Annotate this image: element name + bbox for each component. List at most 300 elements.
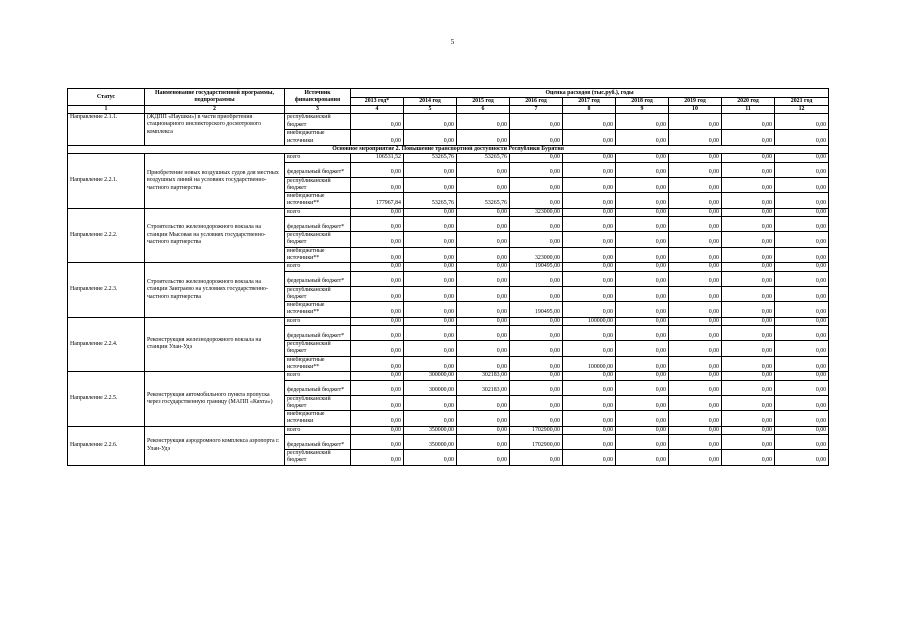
header-col-number: 8	[563, 106, 616, 114]
row-source: республиканский бюджет	[285, 286, 351, 302]
header-col-number: 7	[510, 106, 563, 114]
value-cell: 0,00	[457, 114, 510, 130]
value-cell: 0,00	[616, 426, 669, 434]
value-cell: 0,00	[563, 286, 616, 302]
value-cell: 0,00	[775, 162, 829, 177]
value-cell: 0,00	[563, 162, 616, 177]
value-cell: 323000,00	[510, 247, 563, 263]
value-cell: 0,00	[616, 372, 669, 380]
section-title: Основное мероприятие 2. Повышение транспортной доступности Республики Бурятия	[68, 146, 829, 154]
value-cell: 177967,84	[351, 193, 404, 209]
row-source: внебюджетные источники	[285, 130, 351, 146]
value-cell: 0,00	[563, 208, 616, 216]
value-cell: 0,00	[616, 395, 669, 411]
value-cell: 0,00	[669, 193, 722, 209]
value-cell: 0,00	[616, 326, 669, 341]
value-cell: 0,00	[457, 341, 510, 357]
value-cell: 0,00	[351, 411, 404, 427]
value-cell: 0,00	[669, 372, 722, 380]
value-cell: 0,00	[775, 317, 829, 325]
value-cell: 0,00	[669, 286, 722, 302]
value-cell: 350000,00	[404, 435, 457, 450]
header-col-number: 5	[404, 106, 457, 114]
row-source: республиканский бюджет	[285, 232, 351, 248]
table-row	[68, 114, 829, 130]
value-cell: 0,00	[722, 356, 775, 372]
value-cell: 0,00	[404, 411, 457, 427]
value-cell: 0,00	[669, 326, 722, 341]
row-source: внебюджетные источники**	[285, 193, 351, 209]
header-year: 2020 год	[722, 98, 775, 106]
value-cell: 0,00	[457, 395, 510, 411]
value-cell: 302183,00	[457, 380, 510, 395]
header-year: 2017 год	[563, 98, 616, 106]
value-cell: 0,00	[775, 177, 829, 193]
value-cell: 0,00	[722, 302, 775, 318]
value-cell: 0,00	[722, 177, 775, 193]
row-status: Направление 2.2.1.	[68, 154, 145, 208]
value-cell: 0,00	[457, 286, 510, 302]
value-cell: 0,00	[775, 426, 829, 434]
value-cell: 0,00	[669, 302, 722, 318]
value-cell: 0,00	[669, 177, 722, 193]
value-cell: 0,00	[669, 232, 722, 248]
value-cell: 0,00	[616, 130, 669, 146]
header-col-number: 9	[616, 106, 669, 114]
value-cell: 0,00	[775, 341, 829, 357]
row-status: Направление 2.2.3.	[68, 263, 145, 317]
row-source: внебюджетные источники**	[285, 302, 351, 318]
value-cell: 0,00	[563, 341, 616, 357]
header-name: Наименование государственной программы, подпрограммы	[145, 89, 285, 106]
row-source: внебюджетные источники	[285, 411, 351, 427]
row-status: Направление 2.2.4.	[68, 317, 145, 371]
row-source: федеральный бюджет*	[285, 380, 351, 395]
value-cell: 0,00	[563, 193, 616, 209]
value-cell: 0,00	[669, 450, 722, 466]
value-cell: 0,00	[616, 263, 669, 271]
value-cell: 0,00	[510, 130, 563, 146]
row-name: Реконструкция аэродромного комплекса аэропорта г. Улан-Удэ	[145, 426, 285, 465]
value-cell: 0,00	[616, 302, 669, 318]
value-cell: 0,00	[457, 271, 510, 286]
value-cell: 0,00	[722, 114, 775, 130]
value-cell: 0,00	[563, 247, 616, 263]
value-cell: 0,00	[351, 302, 404, 318]
value-cell: 0,00	[457, 356, 510, 372]
value-cell: 0,00	[404, 302, 457, 318]
header-estimate: Оценка расходов (тыс.руб.), годы	[351, 89, 829, 98]
value-cell: 0,00	[616, 154, 669, 162]
value-cell: 0,00	[510, 162, 563, 177]
row-source: республиканский бюджет	[285, 341, 351, 357]
value-cell: 0,00	[616, 217, 669, 232]
value-cell: 0,00	[404, 286, 457, 302]
row-source: внебюджетные источники**	[285, 356, 351, 372]
value-cell: 0,00	[563, 232, 616, 248]
value-cell: 0,00	[510, 411, 563, 427]
value-cell: 0,00	[775, 435, 829, 450]
value-cell: 0,00	[563, 263, 616, 271]
value-cell: 0,00	[563, 380, 616, 395]
value-cell: 0,00	[510, 356, 563, 372]
value-cell: 0,00	[510, 395, 563, 411]
value-cell: 0,00	[510, 380, 563, 395]
value-cell: 0,00	[563, 271, 616, 286]
value-cell: 0,00	[722, 317, 775, 325]
row-source: федеральный бюджет*	[285, 326, 351, 341]
row-name: Реконструкция автомобильного пункта пропуска через государственную границу (МАПП «Кяхта»)	[145, 372, 285, 426]
value-cell: 0,00	[457, 302, 510, 318]
value-cell: 0,00	[616, 247, 669, 263]
value-cell: 0,00	[775, 263, 829, 271]
value-cell: 0,00	[351, 263, 404, 271]
value-cell: 100000,00	[563, 356, 616, 372]
table-row	[68, 372, 829, 380]
row-name: Строительство железнодорожного вокзала на станции Мысовая на условиях государственно-частного партнерства	[145, 208, 285, 262]
value-cell: 0,00	[775, 232, 829, 248]
table-row	[68, 154, 829, 162]
value-cell: 0,00	[563, 435, 616, 450]
value-cell: 0,00	[404, 326, 457, 341]
value-cell: 0,00	[563, 177, 616, 193]
value-cell: 0,00	[457, 247, 510, 263]
value-cell: 0,00	[775, 395, 829, 411]
value-cell: 53265,76	[457, 193, 510, 209]
value-cell: 0,00	[775, 247, 829, 263]
header-status: Статус	[68, 89, 145, 106]
value-cell: 0,00	[457, 232, 510, 248]
row-source: всего	[285, 208, 351, 216]
row-source: внебюджетные источники**	[285, 247, 351, 263]
value-cell: 0,00	[775, 286, 829, 302]
value-cell: 0,00	[722, 372, 775, 380]
value-cell: 0,00	[563, 154, 616, 162]
row-source: федеральный бюджет*	[285, 217, 351, 232]
header-year: 2016 год	[510, 98, 563, 106]
value-cell: 0,00	[404, 232, 457, 248]
value-cell: 0,00	[457, 263, 510, 271]
value-cell: 0,00	[722, 380, 775, 395]
value-cell: 0,00	[457, 162, 510, 177]
value-cell: 0,00	[404, 114, 457, 130]
value-cell: 0,00	[351, 435, 404, 450]
value-cell: 0,00	[351, 356, 404, 372]
value-cell: 350000,00	[404, 426, 457, 434]
value-cell: 300000,00	[404, 380, 457, 395]
value-cell: 0,00	[616, 271, 669, 286]
value-cell: 0,00	[510, 193, 563, 209]
value-cell: 0,00	[775, 130, 829, 146]
value-cell: 0,00	[722, 130, 775, 146]
value-cell: 0,00	[510, 114, 563, 130]
value-cell: 0,00	[616, 435, 669, 450]
value-cell: 0,00	[616, 208, 669, 216]
table-row	[68, 146, 829, 154]
value-cell: 0,00	[404, 177, 457, 193]
row-source: республиканский бюджет	[285, 450, 351, 466]
value-cell: 0,00	[669, 208, 722, 216]
value-cell: 0,00	[351, 326, 404, 341]
header-year: 2021 год	[775, 98, 829, 106]
value-cell: 300000,00	[404, 372, 457, 380]
value-cell: 0,00	[669, 247, 722, 263]
value-cell: 190495,00	[510, 302, 563, 318]
value-cell: 0,00	[775, 154, 829, 162]
row-source: федеральный бюджет*	[285, 162, 351, 177]
value-cell: 0,00	[563, 395, 616, 411]
value-cell: 0,00	[775, 356, 829, 372]
value-cell: 0,00	[669, 341, 722, 357]
value-cell: 0,00	[775, 326, 829, 341]
value-cell: 0,00	[775, 411, 829, 427]
row-name: (ЖДПП «Наушки») в части приобретения стационарного инспекторского досмотрового комплекса	[145, 114, 285, 146]
value-cell: 0,00	[457, 130, 510, 146]
value-cell: 0,00	[351, 217, 404, 232]
value-cell: 0,00	[616, 193, 669, 209]
value-cell: 0,00	[775, 271, 829, 286]
row-source: всего	[285, 372, 351, 380]
row-source: федеральный бюджет*	[285, 435, 351, 450]
value-cell: 0,00	[722, 341, 775, 357]
row-source: всего	[285, 317, 351, 325]
value-cell: 0,00	[722, 271, 775, 286]
value-cell: 0,00	[351, 247, 404, 263]
value-cell: 302183,00	[457, 372, 510, 380]
value-cell: 0,00	[722, 217, 775, 232]
row-source: республиканский бюджет	[285, 114, 351, 130]
value-cell: 100000,00	[563, 317, 616, 325]
value-cell: 0,00	[722, 232, 775, 248]
value-cell: 0,00	[669, 380, 722, 395]
value-cell: 0,00	[351, 208, 404, 216]
header-col-number: 11	[722, 106, 775, 114]
table-row	[68, 208, 829, 216]
value-cell: 0,00	[669, 154, 722, 162]
value-cell: 190495,00	[510, 263, 563, 271]
value-cell: 1702900,00	[510, 435, 563, 450]
value-cell: 0,00	[510, 326, 563, 341]
value-cell: 0,00	[457, 326, 510, 341]
value-cell: 0,00	[669, 130, 722, 146]
value-cell: 0,00	[616, 114, 669, 130]
header-col-number: 10	[669, 106, 722, 114]
value-cell: 0,00	[563, 114, 616, 130]
value-cell: 0,00	[563, 130, 616, 146]
value-cell: 0,00	[775, 208, 829, 216]
value-cell: 0,00	[404, 263, 457, 271]
value-cell: 0,00	[404, 162, 457, 177]
value-cell: 0,00	[457, 177, 510, 193]
value-cell: 0,00	[563, 326, 616, 341]
value-cell: 0,00	[669, 395, 722, 411]
value-cell: 0,00	[510, 154, 563, 162]
value-cell: 0,00	[669, 263, 722, 271]
value-cell: 0,00	[669, 114, 722, 130]
value-cell: 0,00	[404, 247, 457, 263]
value-cell: 0,00	[457, 208, 510, 216]
value-cell: 0,00	[669, 426, 722, 434]
row-status: Направление 2.2.6.	[68, 426, 145, 465]
value-cell: 0,00	[669, 162, 722, 177]
row-status: Направление 2.1.1.	[68, 114, 145, 146]
value-cell: 0,00	[510, 372, 563, 380]
header-year: 2014 год	[404, 98, 457, 106]
value-cell: 0,00	[351, 450, 404, 466]
value-cell: 0,00	[616, 177, 669, 193]
value-cell: 0,00	[775, 193, 829, 209]
value-cell: 0,00	[351, 380, 404, 395]
value-cell: 0,00	[457, 411, 510, 427]
value-cell: 0,00	[351, 341, 404, 357]
value-cell: 0,00	[775, 114, 829, 130]
value-cell: 0,00	[563, 302, 616, 318]
value-cell: 0,00	[351, 130, 404, 146]
value-cell: 0,00	[563, 426, 616, 434]
value-cell: 0,00	[722, 208, 775, 216]
value-cell: 0,00	[669, 317, 722, 325]
header-year: 2015 год	[457, 98, 510, 106]
row-source: всего	[285, 263, 351, 271]
value-cell: 0,00	[351, 177, 404, 193]
value-cell: 0,00	[775, 372, 829, 380]
value-cell: 0,00	[351, 426, 404, 434]
value-cell: 0,00	[775, 217, 829, 232]
table-row	[68, 317, 829, 325]
value-cell: 0,00	[669, 411, 722, 427]
header-col-number: 2	[145, 106, 285, 114]
header-col-number: 1	[68, 106, 145, 114]
row-source: республиканский бюджет	[285, 395, 351, 411]
row-source: республиканский бюджет	[285, 177, 351, 193]
row-source: всего	[285, 154, 351, 162]
table-row	[68, 263, 829, 271]
value-cell: 0,00	[351, 317, 404, 325]
value-cell: 0,00	[457, 426, 510, 434]
value-cell: 0,00	[722, 395, 775, 411]
value-cell: 0,00	[722, 426, 775, 434]
value-cell: 0,00	[510, 317, 563, 325]
value-cell: 0,00	[669, 435, 722, 450]
row-source: федеральный бюджет*	[285, 271, 351, 286]
value-cell: 0,00	[510, 341, 563, 357]
value-cell: 0,00	[351, 162, 404, 177]
value-cell: 0,00	[510, 450, 563, 466]
value-cell: 0,00	[404, 450, 457, 466]
page-number: 5	[450, 38, 455, 46]
value-cell: 0,00	[510, 271, 563, 286]
table-row	[68, 426, 829, 434]
value-cell: 0,00	[722, 286, 775, 302]
value-cell: 0,00	[510, 217, 563, 232]
value-cell: 0,00	[351, 114, 404, 130]
value-cell: 0,00	[351, 372, 404, 380]
value-cell: 0,00	[563, 411, 616, 427]
value-cell: 0,00	[775, 302, 829, 318]
header-col-number: 6	[457, 106, 510, 114]
value-cell: 0,00	[616, 232, 669, 248]
value-cell: 0,00	[616, 450, 669, 466]
value-cell: 0,00	[563, 372, 616, 380]
value-cell: 0,00	[722, 435, 775, 450]
value-cell: 0,00	[351, 271, 404, 286]
row-name: Строительство железнодорожного вокзала на станции Заиграево на условиях государственно-частного партнерства	[145, 263, 285, 317]
value-cell: 0,00	[457, 450, 510, 466]
value-cell: 0,00	[351, 232, 404, 248]
value-cell: 0,00	[404, 341, 457, 357]
value-cell: 0,00	[722, 247, 775, 263]
value-cell: 53265,76	[404, 193, 457, 209]
value-cell: 0,00	[404, 395, 457, 411]
value-cell: 0,00	[563, 450, 616, 466]
value-cell: 0,00	[722, 193, 775, 209]
value-cell: 0,00	[616, 286, 669, 302]
value-cell: 0,00	[722, 154, 775, 162]
value-cell: 0,00	[722, 263, 775, 271]
value-cell: 0,00	[351, 395, 404, 411]
value-cell: 0,00	[616, 411, 669, 427]
row-source: всего	[285, 426, 351, 434]
row-name: Реконструкция железнодорожного вокзала на станции Улан-Удэ	[145, 317, 285, 371]
value-cell: 0,00	[669, 217, 722, 232]
value-cell: 0,00	[616, 380, 669, 395]
value-cell: 106531,52	[351, 154, 404, 162]
value-cell: 53265,76	[404, 154, 457, 162]
value-cell: 0,00	[722, 450, 775, 466]
budget-table	[67, 88, 829, 466]
value-cell: 53265,76	[457, 154, 510, 162]
header-year: 2019 год	[669, 98, 722, 106]
value-cell: 0,00	[775, 450, 829, 466]
header-col-number: 4	[351, 106, 404, 114]
value-cell: 323000,00	[510, 208, 563, 216]
value-cell: 0,00	[616, 341, 669, 357]
row-status: Направление 2.2.5.	[68, 372, 145, 426]
value-cell: 0,00	[404, 130, 457, 146]
value-cell: 0,00	[616, 356, 669, 372]
header-col-number: 3	[285, 106, 351, 114]
value-cell: 1702900,00	[510, 426, 563, 434]
row-status: Направление 2.2.2.	[68, 208, 145, 262]
value-cell: 0,00	[404, 271, 457, 286]
value-cell: 0,00	[616, 162, 669, 177]
value-cell: 0,00	[669, 271, 722, 286]
value-cell: 0,00	[404, 208, 457, 216]
value-cell: 0,00	[775, 380, 829, 395]
value-cell: 0,00	[510, 177, 563, 193]
value-cell: 0,00	[457, 217, 510, 232]
header-year: 2013 год*	[351, 98, 404, 106]
value-cell: 0,00	[404, 356, 457, 372]
value-cell: 0,00	[722, 162, 775, 177]
header-year: 2018 год	[616, 98, 669, 106]
value-cell: 0,00	[510, 232, 563, 248]
value-cell: 0,00	[457, 435, 510, 450]
value-cell: 0,00	[510, 286, 563, 302]
header-source: Источник финансирования	[285, 89, 351, 106]
value-cell: 0,00	[404, 217, 457, 232]
value-cell: 0,00	[616, 317, 669, 325]
value-cell: 0,00	[563, 217, 616, 232]
row-name: Приобретение новых воздушных судов для местных воздушных линий на условиях государственно-частного партнерства	[145, 154, 285, 208]
header-col-number: 12	[775, 106, 829, 114]
value-cell: 0,00	[457, 317, 510, 325]
value-cell: 0,00	[669, 356, 722, 372]
value-cell: 0,00	[351, 286, 404, 302]
value-cell: 0,00	[722, 411, 775, 427]
value-cell: 0,00	[404, 317, 457, 325]
value-cell: 0,00	[722, 326, 775, 341]
